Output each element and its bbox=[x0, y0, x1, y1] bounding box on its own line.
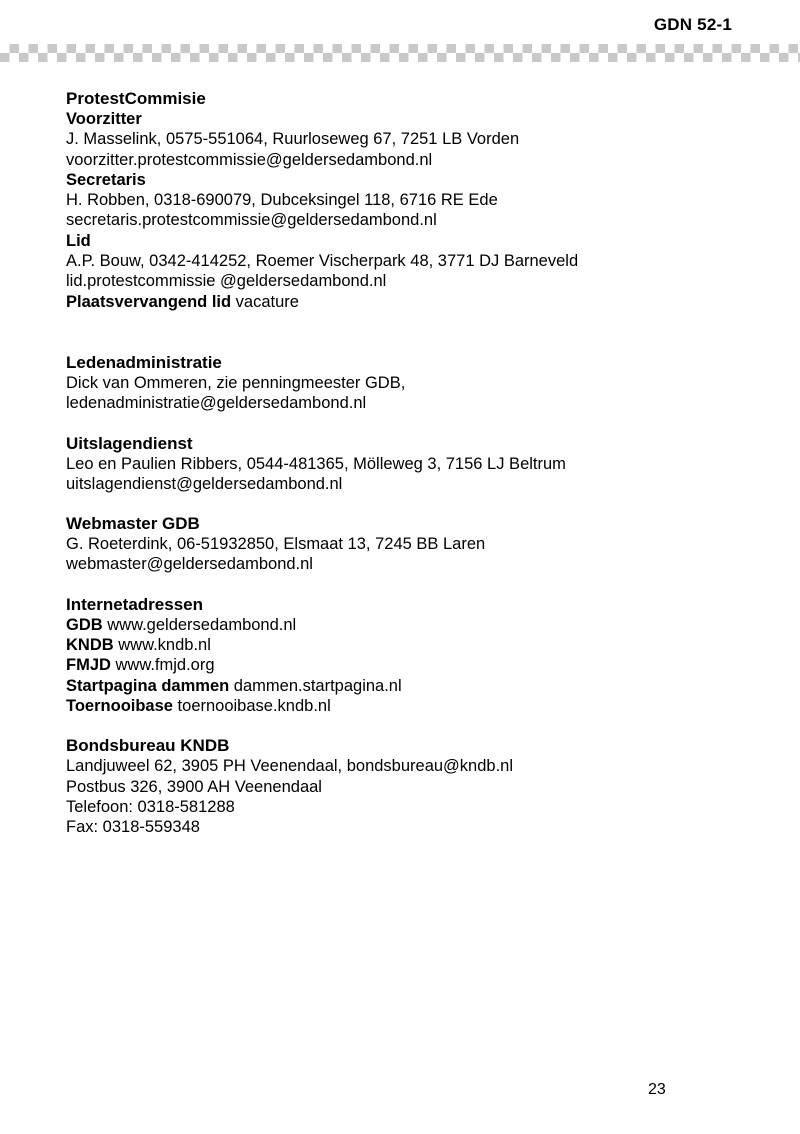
line-text: secretaris.protestcommissie@geldersedambond.nl bbox=[66, 211, 437, 230]
section-protestcommissie bbox=[66, 88, 736, 312]
section-line bbox=[66, 210, 736, 230]
line-text: A.P. Bouw, 0342-414252, Roemer Vischerpark 48, 3771 DJ Barneveld bbox=[66, 252, 579, 271]
section-internetadressen bbox=[66, 594, 736, 716]
section-line bbox=[66, 797, 736, 817]
line-label: Voorzitter bbox=[66, 110, 142, 128]
section-spacer bbox=[66, 312, 736, 352]
section-bondsbureau-kndb bbox=[66, 735, 736, 837]
section-spacer bbox=[66, 575, 736, 594]
line-text: lid.protestcommissie @geldersedambond.nl bbox=[66, 272, 387, 291]
line-text: www.fmjd.org bbox=[110, 656, 215, 675]
section-line bbox=[66, 393, 736, 413]
checkerboard-divider bbox=[0, 44, 800, 62]
section-line bbox=[66, 129, 736, 149]
section-line bbox=[66, 554, 736, 574]
line-label: Lid bbox=[66, 231, 91, 250]
section-line bbox=[66, 271, 736, 291]
section-heading: Webmaster GDB bbox=[66, 514, 200, 534]
line-text: Telefoon: 0318-581288 bbox=[66, 797, 235, 816]
line-label: Toernooibase bbox=[66, 696, 173, 715]
section-line bbox=[66, 190, 736, 210]
line-label: GDB bbox=[66, 615, 103, 634]
line-text: Dick van Ommeren, zie penningmeester GDB, bbox=[66, 373, 406, 392]
line-label: Plaatsvervangend lid bbox=[66, 292, 232, 311]
section-line bbox=[66, 231, 736, 251]
section-line bbox=[66, 534, 736, 554]
section-line bbox=[66, 635, 736, 655]
section-line bbox=[66, 109, 736, 129]
line-text: www.geldersedambond.nl bbox=[102, 615, 297, 634]
section-line bbox=[66, 150, 736, 170]
section-line bbox=[66, 373, 736, 393]
line-text: Fax: 0318-559348 bbox=[66, 818, 200, 837]
section-line bbox=[66, 251, 736, 271]
line-text: dammen.startpagina.nl bbox=[229, 676, 402, 695]
line-text: voorzitter.protestcommissie@geldersedambond.nl bbox=[66, 150, 433, 169]
line-text: G. Roeterdink, 06-51932850, Elsmaat 13, 7245 BB Laren bbox=[66, 535, 486, 554]
line-text: Landjuweel 62, 3905 PH Veenendaal, bondsbureau@kndb.nl bbox=[66, 757, 514, 776]
line-text: Leo en Paulien Ribbers, 0544-481365, Mölleweg 3, 7156 LJ Beltrum bbox=[66, 454, 566, 473]
line-text: toernooibase.kndb.nl bbox=[172, 696, 331, 715]
section-ledenadministratie bbox=[66, 352, 736, 414]
line-label: KNDB bbox=[66, 636, 114, 655]
header-title: GDN 52-1 bbox=[653, 15, 732, 34]
section-webmaster-gdb bbox=[66, 513, 736, 575]
section-line bbox=[66, 474, 736, 494]
section-line bbox=[66, 756, 736, 776]
page-header bbox=[0, 0, 800, 64]
section-line bbox=[66, 777, 736, 797]
section-line bbox=[66, 615, 736, 635]
section-heading: Ledenadministratie bbox=[66, 352, 222, 372]
page-number: 23 bbox=[648, 1081, 666, 1098]
section-line bbox=[66, 696, 736, 716]
section-spacer bbox=[66, 414, 736, 433]
line-text: ledenadministratie@geldersedambond.nl bbox=[66, 394, 367, 413]
line-text: Postbus 326, 3900 AH Veenendaal bbox=[66, 777, 322, 796]
section-spacer bbox=[66, 494, 736, 513]
line-text: www.kndb.nl bbox=[113, 636, 211, 655]
section-line bbox=[66, 676, 736, 696]
line-text: uitslagendienst@geldersedambond.nl bbox=[66, 474, 343, 493]
section-uitslagendienst bbox=[66, 433, 736, 495]
section-heading: Internetadressen bbox=[66, 594, 203, 614]
line-text: vacature bbox=[231, 292, 299, 311]
section-heading: Bondsbureau KNDB bbox=[66, 736, 230, 756]
document-body bbox=[66, 88, 736, 837]
section-line bbox=[66, 170, 736, 190]
section-line bbox=[66, 817, 736, 837]
section-line bbox=[66, 454, 736, 474]
line-label: Secretaris bbox=[66, 170, 146, 189]
line-text: webmaster@geldersedambond.nl bbox=[66, 555, 313, 574]
section-spacer bbox=[66, 716, 736, 735]
line-text: J. Masselink, 0575-551064, Ruurloseweg 67, 7251 LB Vorden bbox=[66, 130, 520, 149]
line-label: FMJD bbox=[66, 656, 111, 675]
section-line bbox=[66, 292, 736, 312]
section-line bbox=[66, 655, 736, 675]
line-label: Startpagina dammen bbox=[66, 676, 230, 695]
line-text: H. Robben, 0318-690079, Dubceksingel 118, 6716 RE Ede bbox=[66, 191, 498, 210]
section-heading: Uitslagendienst bbox=[66, 433, 193, 453]
section-heading: ProtestCommisie bbox=[66, 89, 206, 108]
